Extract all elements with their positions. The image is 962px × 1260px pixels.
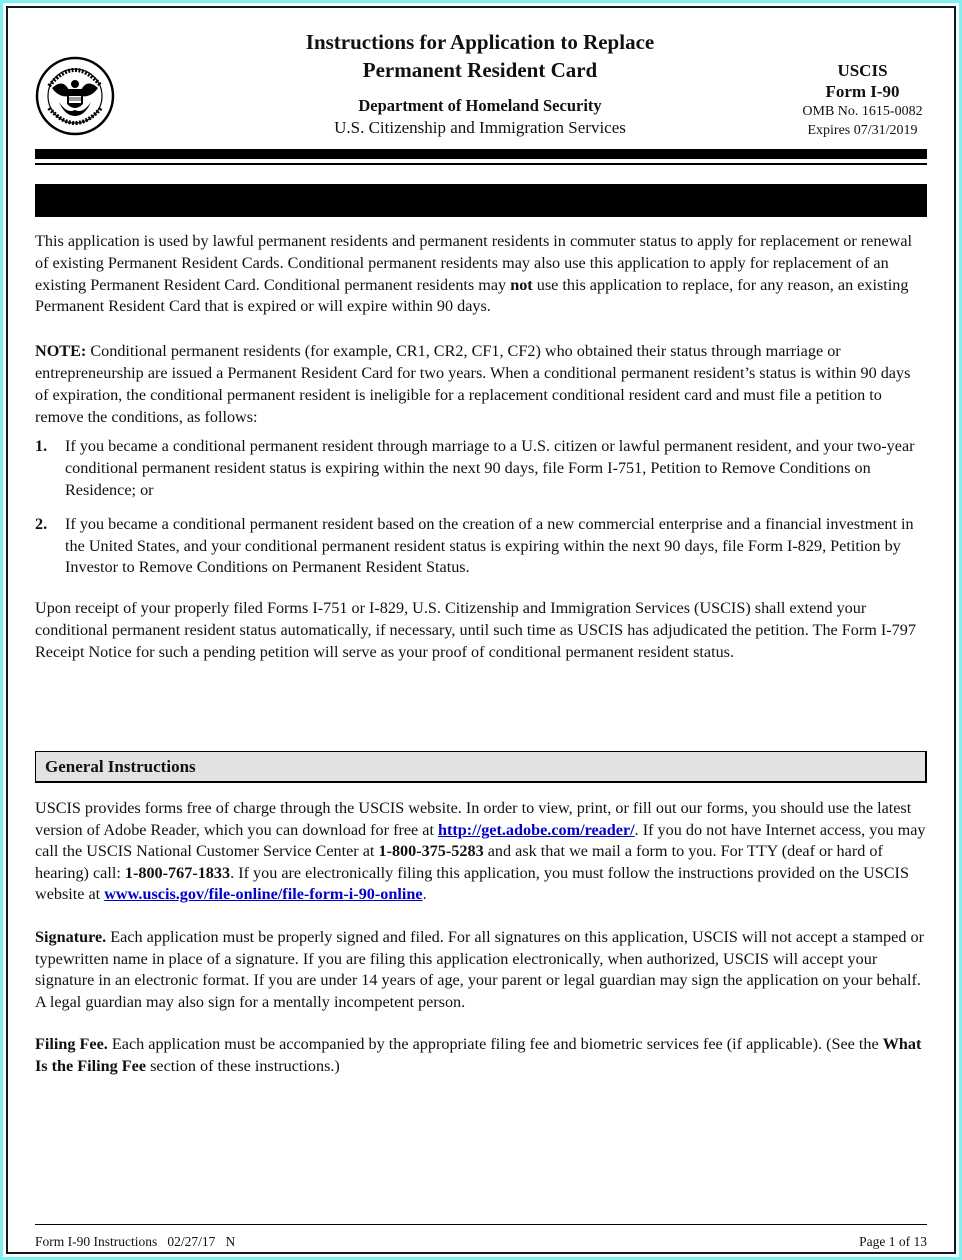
form-number: Form I-90 <box>825 82 900 101</box>
forms-text-c: and ask that we mail a form to you. For TTY (deaf or hard of hearing) call: <box>35 842 883 882</box>
filing-fee-text-a: Each application must be accompanied by the appropriate filing fee and biometric services fee (if applicable). (See the <box>107 1035 883 1054</box>
intro-emphasis: not <box>510 275 533 294</box>
list-text: If you became a conditional permanent resident based on the creation of a new commercial enterprise and a financial investment in the United States, and your conditional permanent resident status is expiring within the next 90 days, file Form I-829, Petition by Investor to Remove Conditions on Permanent Resident Status. <box>65 514 914 577</box>
form-id-block <box>780 60 945 140</box>
footer-form-edition: Form I-90 Instructions 02/27/17 N <box>35 1234 236 1249</box>
section-heading: General Instructions <box>45 757 196 776</box>
header-divider-thin <box>35 163 927 165</box>
document-title-block <box>230 28 730 139</box>
signature-text: Each application must be properly signed and filed. For all signatures on this application, USCIS will not accept a stamped or typewritten name in place of a signature. If you are filing this application electronically, when authorized, USCIS will accept your signature in an electronic format. If you are under 14 years of age, your parent or legal guardian may sign the application on your behalf. A legal guardian may also sign for a mentally incompetent person. <box>35 927 924 1011</box>
forms-text-b: . If you do not have Internet access, you may call the USCIS National Customer Service Center at <box>35 820 926 861</box>
header-divider-thick <box>35 149 927 159</box>
filing-fee-label: Filing Fee. <box>35 1035 108 1054</box>
filing-fee-paragraph <box>35 1034 930 1077</box>
general-instructions-section <box>35 798 930 1078</box>
note-paragraph <box>35 341 927 428</box>
forms-text-a: USCIS provides forms free of charge through the USCIS website. In order to view, print, or fill out our forms, you should use the latest version of Adobe Reader, which you can download for free at <box>35 799 912 839</box>
tty-phone-number: 1-800-767-1833 <box>124 863 231 882</box>
forms-text-e: . <box>422 885 427 904</box>
form-agency: USCIS <box>837 61 888 80</box>
general-instructions-header <box>35 751 927 783</box>
list-number: 2. <box>35 514 48 533</box>
note-label: NOTE: <box>35 342 87 361</box>
agency-name: U.S. Citizenship and Immigration Services <box>334 118 626 137</box>
omb-number: OMB No. 1615-0082 <box>802 104 923 119</box>
intro-section <box>35 231 927 664</box>
filing-fee-text-b: section of these instructions.) <box>146 1056 340 1075</box>
dhs-seal-icon <box>35 56 115 136</box>
section-banner-bar <box>35 184 927 217</box>
filing-fee-section-ref: What Is the Filing Fee <box>35 1035 922 1075</box>
forms-paragraph <box>35 798 930 906</box>
intro-text-b: use this application to replace, for any reason, an existing Permanent Resident Card that is expired or will expire within 90 days. <box>35 275 909 316</box>
intro-text-a: This application is used by lawful permanent residents and permanent residents in commuter status to apply for replacement or renewal of existing Permanent Resident Cards. Conditional permanent residents may also use this application to apply for replacement of an existing Permanent Resident Card. Conditional permanent residents may <box>35 232 913 294</box>
ncsc-phone-number: 1-800-375-5283 <box>378 842 484 861</box>
list-text: If you became a conditional permanent resident through marriage to a U.S. citizen or lawful permanent resident, and your two-year conditional permanent resident status is expiring within the next 90 days, file Form I-751, Petition to Remove Conditions on Residence; or <box>65 437 915 499</box>
document-title-line-1: Instructions for Application to Replace <box>305 30 655 54</box>
list-item <box>35 436 927 501</box>
forms-text-d: . If you are electronically filing this application, you must follow the instructions provided on the USCIS website at <box>35 863 909 904</box>
intro-paragraph <box>35 231 927 318</box>
adobe-reader-link[interactable]: http://get.adobe.com/reader/ <box>438 820 635 839</box>
department-name: Department of Homeland Security <box>358 96 602 115</box>
list-item <box>35 514 927 579</box>
signature-label: Signature. <box>35 927 107 946</box>
document-title-line-2: Permanent Resident Card <box>362 58 598 82</box>
receipt-paragraph: Upon receipt of your properly filed Forms I-751 or I-829, U.S. Citizenship and Immigration Services (USCIS) shall extend your conditional permanent resident status automatically, if necessary, until such time as USCIS has adjudicated the petition. The Form I-797 Receipt Notice for such a pending petition will serve as your proof of conditional permanent resident status. <box>35 599 916 661</box>
note-text: Conditional permanent residents (for example, CR1, CR2, CF1, CF2) who obtained their status through marriage or entrepreneurship are issued a Permanent Resident Card for two years. When a conditional permanent resident’s status is within 90 days of expiration, the conditional permanent resident is ineligible for a replacement conditional resident card and must file a petition to remove the conditions, as follows: <box>35 342 911 426</box>
footer-divider <box>35 1224 927 1225</box>
efile-link[interactable]: www.uscis.gov/file-online/file-form-i-90-online <box>104 885 423 904</box>
expiration-date: Expires 07/31/2019 <box>807 123 918 138</box>
signature-paragraph <box>35 927 930 1013</box>
footer-page-number: Page 1 of 13 <box>859 1234 927 1249</box>
list-number: 1. <box>35 437 48 456</box>
